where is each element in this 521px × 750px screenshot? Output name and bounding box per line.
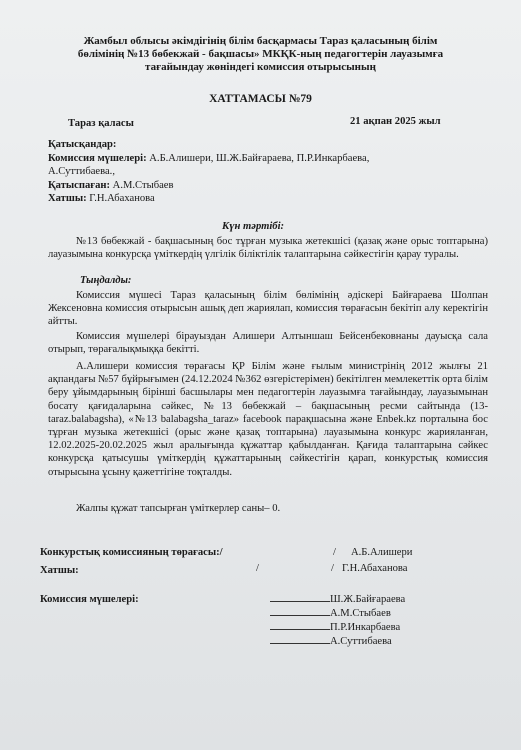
members-value-cont: А.Суттибаева.,: [48, 166, 115, 177]
participants-secretary: [48, 193, 155, 204]
participants-heading: Қатысқандар:: [48, 139, 117, 150]
participants-absent: [48, 180, 174, 191]
members-value: А.Б.Алишери, Ш.Ж.Байғараева, П.Р.Инкарбаева,: [146, 153, 370, 164]
agenda-text: №13 бөбекжай - бақшасының бос тұрған музыка жетекшісі (қазақ және орыс топтарына) лауазымына конкурсқа үміткердің үлгілік біліктілік талаптарына сәйкестігін қарау туралы.: [48, 236, 488, 261]
listened-heading: Тыңдалды:: [80, 275, 132, 286]
date: 21 ақпан 2025 жыл: [350, 116, 441, 127]
absent-label: Қатыспаған:: [48, 180, 111, 191]
secretary-label: Хатшы:: [48, 193, 87, 204]
signature-secretary-name: Г.Н.Абаханова: [342, 563, 408, 574]
secretary-slash-2: /: [331, 563, 334, 574]
signature-secretary-label: Хатшы:: [40, 565, 79, 576]
member-name: П.Р.Инкарбаева: [330, 622, 401, 633]
place: Тараз қаласы: [68, 118, 134, 129]
signature-line: [270, 634, 330, 644]
member-name: А.Суттибаева: [330, 636, 392, 647]
signature-line: [270, 592, 330, 602]
signature-line: [270, 620, 330, 630]
header-line-1: Жамбыл облысы әкімдігінің білім басқармасы Тараз қаласының білім: [83, 35, 438, 47]
header-line-3: тағайындау жөніндегі комиссия отырысының: [145, 61, 376, 73]
signature-members-label: Комиссия мүшелері:: [40, 594, 139, 605]
signature-line: [270, 606, 330, 616]
chair-slash: /: [333, 547, 336, 558]
header-line-2: бөлімінің №13 бөбекжай - бақшасы» МКҚК-ның педагогтерін лауазымға: [77, 48, 444, 60]
listened-paragraph-3: А.Алишери комиссия төрағасы ҚР Білім және ғылым министрінің 2012 жылғы 21 ақпандағы №57 бұйрығымен (24.12.2024 №362 өзгерістерімен) бекітілген мемлекеттік орта білім беру ұйымдарының бірінші басшылары мен педагогтерін лауазымға тағайындау, лауазымынан босату қағидаларына сәйкес, №13 бөбекжай – бақшасының ресми сайтында (13-taraz.balabagsha), «№13 balabagsha_taraz» facebook парақшасына және Enbek.kz порталына бос тұрған музыка жетекшісі (орыс және қазақ топтарына) лауазымына конкурс жарияланған, 12.02.2025-20.02.2025 жыл аралығында құжаттар қабылданған. Қағида талаптарына сәйкес конкурсқа қатысушы үміткердің құжаттарының сәйкестігін қарап, конкурстық комиссия отырысына ұсыну қажеттігіне тоқталды.: [48, 361, 488, 478]
secretary-slash-1: /: [256, 563, 259, 574]
member-name: А.М.Стыбаев: [330, 608, 391, 619]
participants-members: [48, 153, 369, 164]
member-signature-4: [270, 634, 392, 647]
chair-name: А.Б.Алишери: [351, 547, 413, 558]
member-name: Ш.Ж.Байғараева: [330, 594, 406, 605]
listened-paragraph-2: Комиссия мүшелері бірауыздан Алишери Алтыншаш Бейсенбековнаны дауысқа сала отырып, төрағалықмыққа бекітті.: [48, 331, 488, 356]
member-signature-1: [270, 592, 405, 605]
secretary-value: Г.Н.Абаханова: [86, 193, 155, 204]
agenda-heading: Күн тәртібі:: [222, 221, 285, 232]
listened-paragraph-4: Жалпы құжат тапсырған үміткерлер саны– 0.: [76, 503, 281, 514]
members-label: Комиссия мүшелері:: [48, 153, 147, 164]
absent-value: А.М.Стыбаев: [110, 180, 174, 191]
chair-label: Конкурстық комиссияның төрағасы:/: [40, 547, 223, 558]
document-title: ХАТТАМАСЫ №79: [209, 93, 312, 105]
member-signature-3: [270, 620, 400, 633]
member-signature-2: [270, 606, 391, 619]
listened-paragraph-1: Комиссия мүшесі Тараз қаласының білім бөлімінің әдіскері Байғараева Шолпан Жексеновна комиссия отырысын ашық деп жариялап, комиссия төрағасын бекітіп алу керектігін айтты.: [48, 290, 488, 328]
